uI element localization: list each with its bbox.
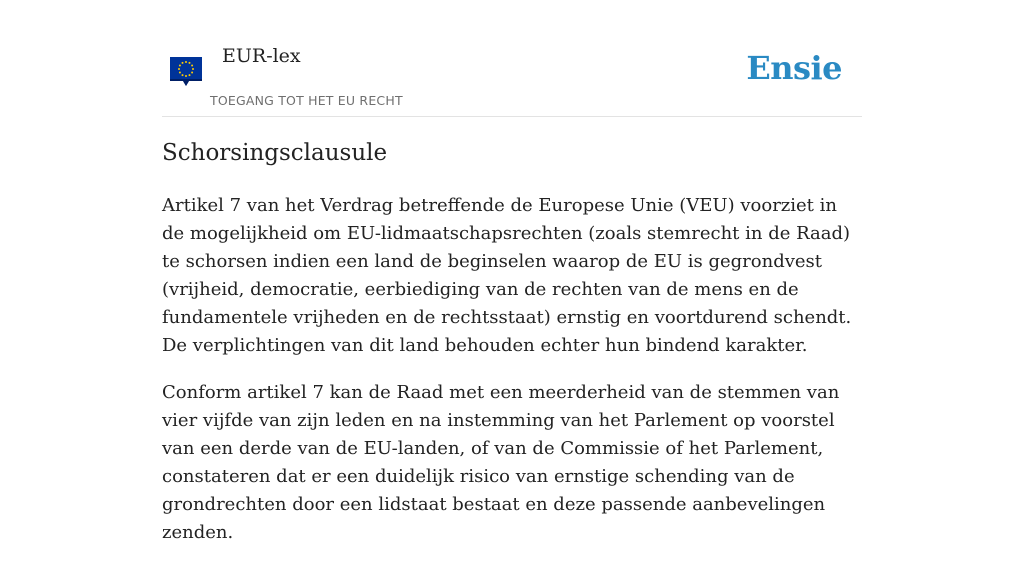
brand-logo-link[interactable]: Ensie xyxy=(746,49,842,87)
page-title: Schorsingsclausule xyxy=(162,140,388,166)
header xyxy=(162,0,862,117)
eu-flag-speech-bubble-icon xyxy=(169,55,203,89)
article-body xyxy=(162,192,862,566)
site-name[interactable]: EUR-lex xyxy=(222,45,301,67)
site-tagline: TOEGANG TOT HET EU RECHT xyxy=(210,93,403,108)
page xyxy=(162,0,862,543)
article-paragraph: Conform artikel 7 kan de Raad met een meerderheid van de stemmen van vier vijfde van zijn leden en na instemming van het Parlement op voorstel van een derde van de EU-landen, of van de Commissie of het Parlement, constateren dat er een duidelijk risico van ernstige schending van de grondrechten door een lidstaat bestaat en deze passende aanbevelingen zenden. xyxy=(162,382,840,543)
article-paragraph: Artikel 7 van het Verdrag betreffende de Europese Unie (VEU) voorziet in de mogelijkheid om EU-lidmaatschapsrechten (zoals stemrecht in de Raad) te schorsen indien een land de beginselen waarop de EU is gegrondvest (vrijheid, democratie, eerbiediging van de rechten van de mens en de fundamentele vrijheden en de rechtsstaat) ernstig en voortdurend schendt. De verplichtingen van dit land behouden echter hun bindend karakter. xyxy=(162,195,852,356)
